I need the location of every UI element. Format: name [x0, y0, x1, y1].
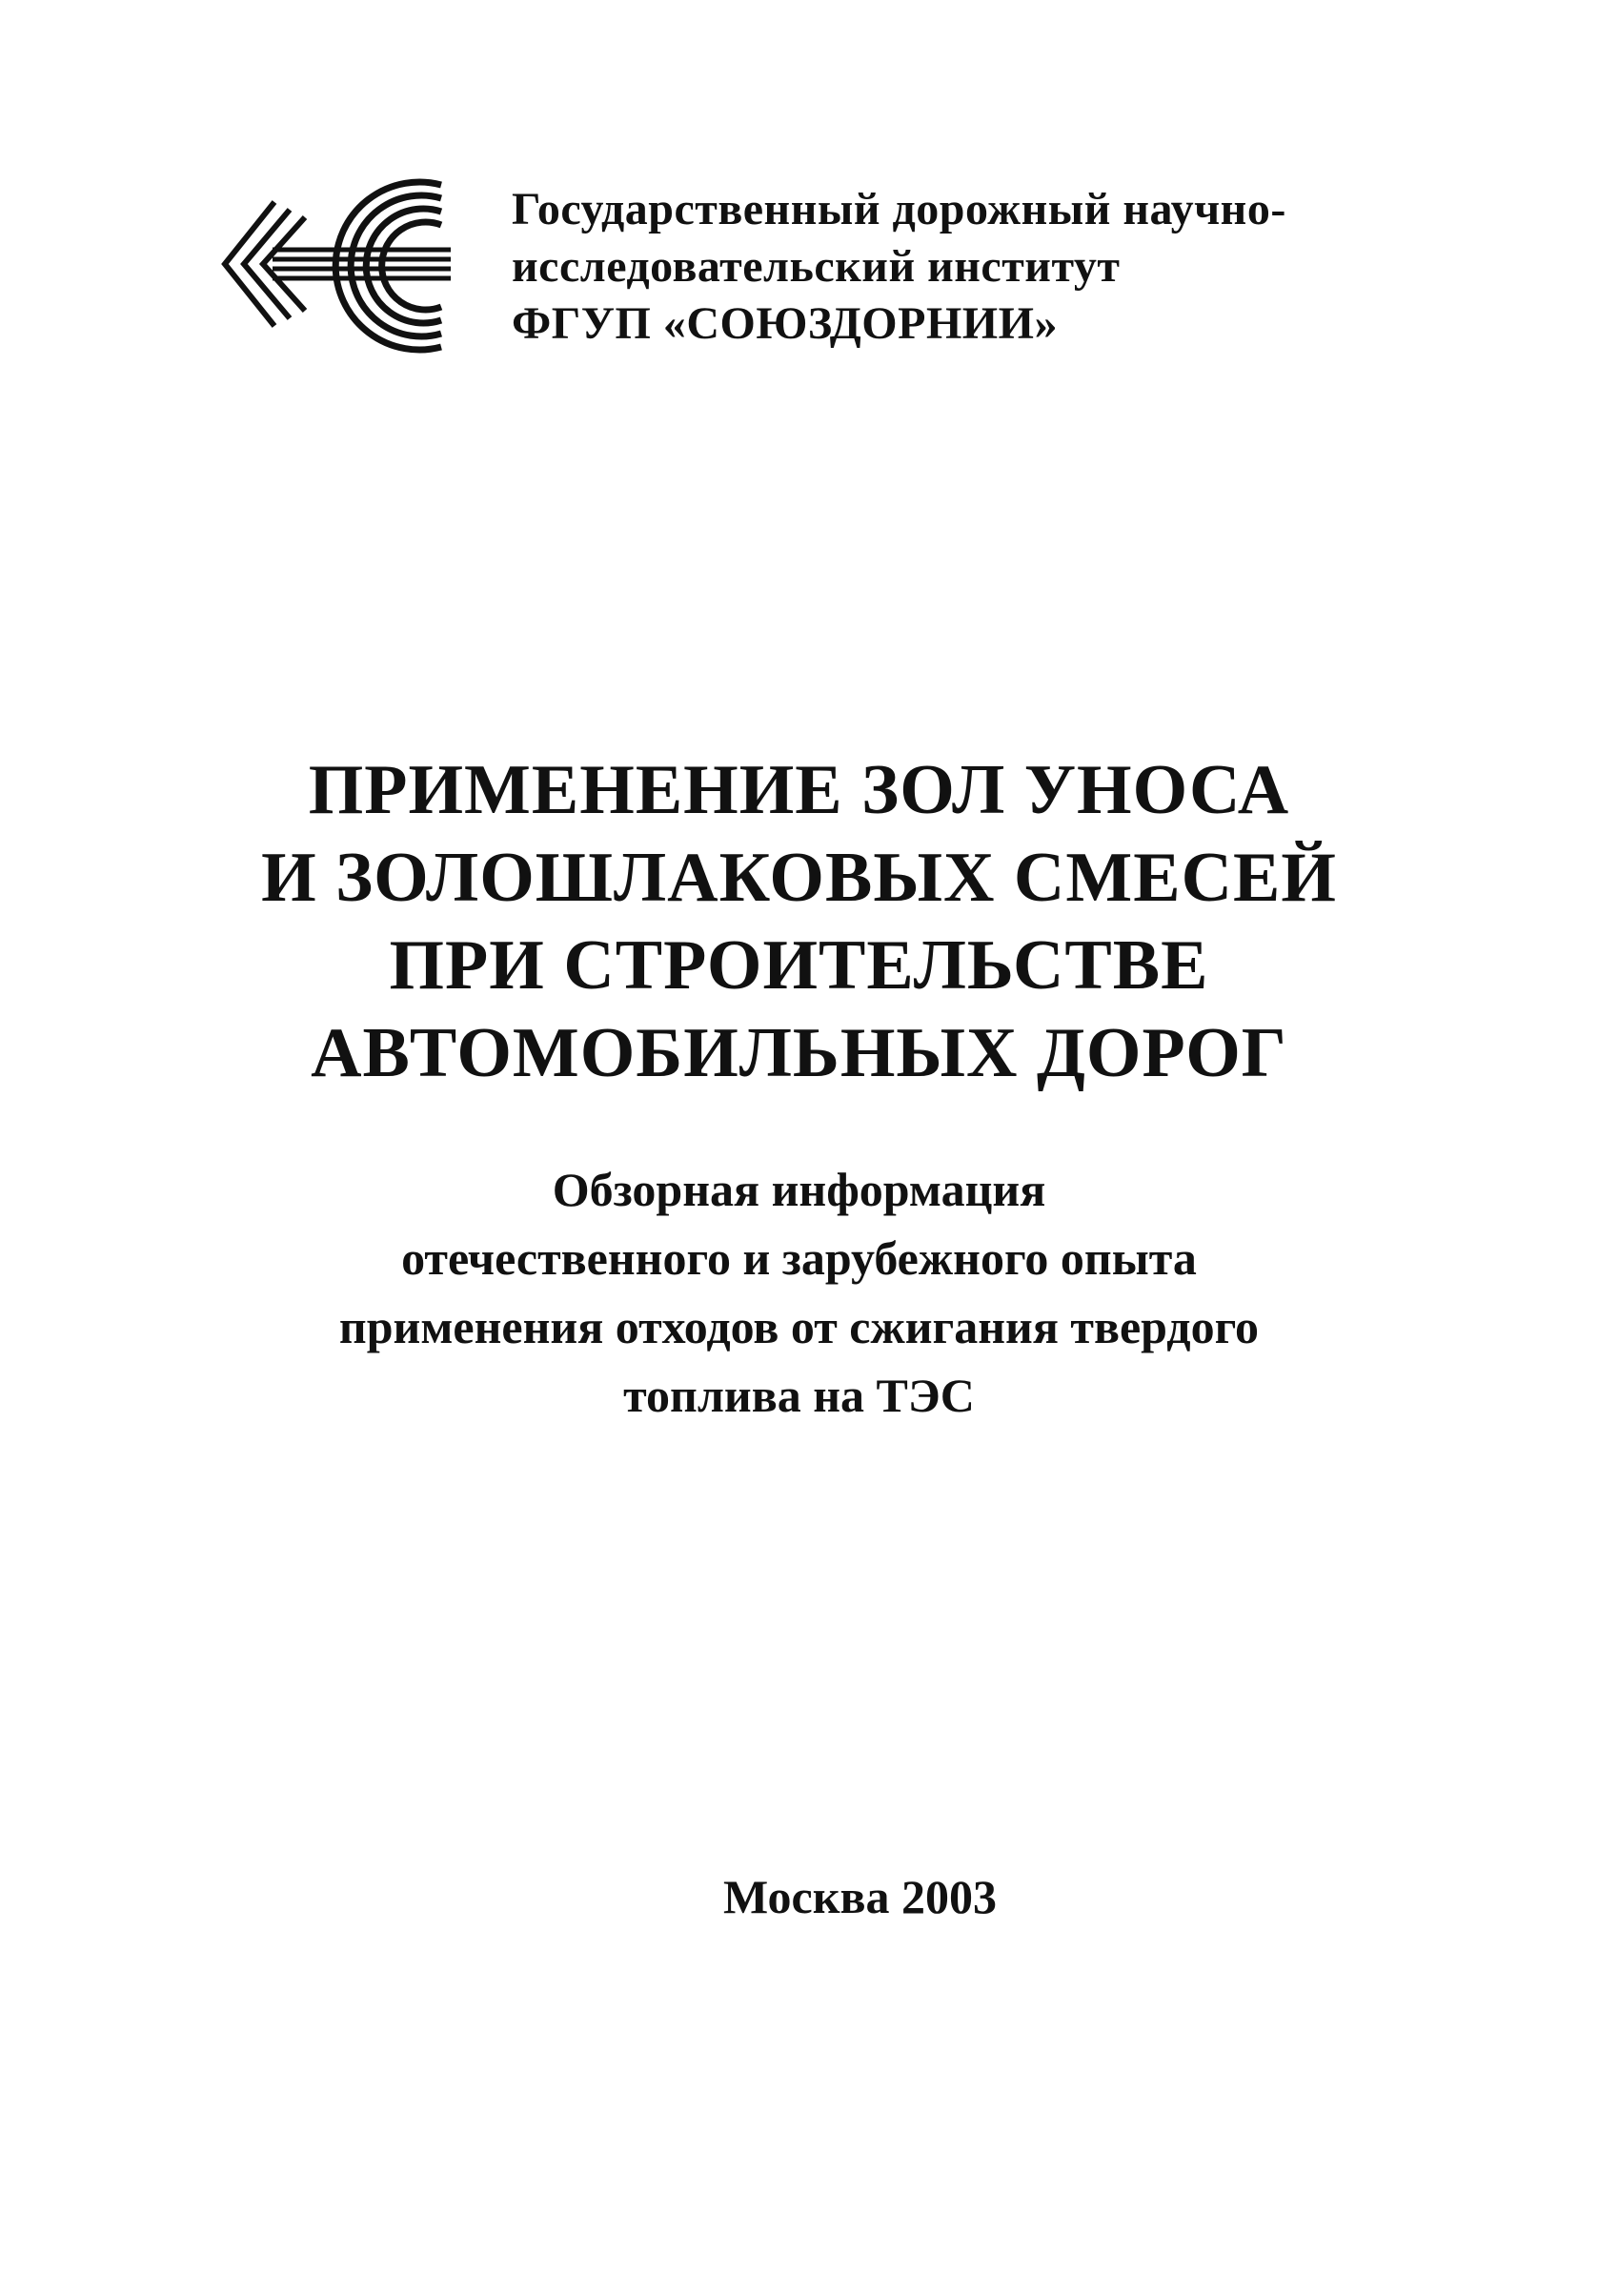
imprint-place-year: Москва 2003 — [722, 1870, 998, 1923]
subtitle-line-3: применения отходов от сжигания твердого — [338, 1300, 1260, 1353]
document-title — [0, 746, 1598, 1097]
soyuzdornii-logo-icon — [217, 164, 457, 368]
subtitle-line-1: Обзорная информация — [552, 1163, 1046, 1216]
institute-name — [512, 181, 1512, 353]
institute-line-3: ФГУП «СОЮЗДОРНИИ» — [512, 298, 1058, 349]
title-line-3: ПРИ СТРОИТЕЛЬСТВЕ — [389, 926, 1209, 1005]
subtitle-line-4: топлива на ТЭС — [623, 1369, 975, 1422]
title-line-1: ПРИМЕНЕНИЕ ЗОЛ УНОСА — [308, 751, 1290, 829]
title-line-2: И ЗОЛОШЛАКОВЫХ СМЕСЕЙ — [261, 839, 1337, 917]
document-subtitle — [0, 1155, 1598, 1430]
subtitle-line-2: отечественного и зарубежного опыта — [401, 1231, 1197, 1285]
institute-line-2: исследовательский институт — [512, 241, 1121, 292]
title-line-4: АВТОМОБИЛЬНЫХ ДОРОГ — [311, 1014, 1287, 1092]
institute-line-1: Государственный дорожный научно- — [512, 184, 1286, 234]
